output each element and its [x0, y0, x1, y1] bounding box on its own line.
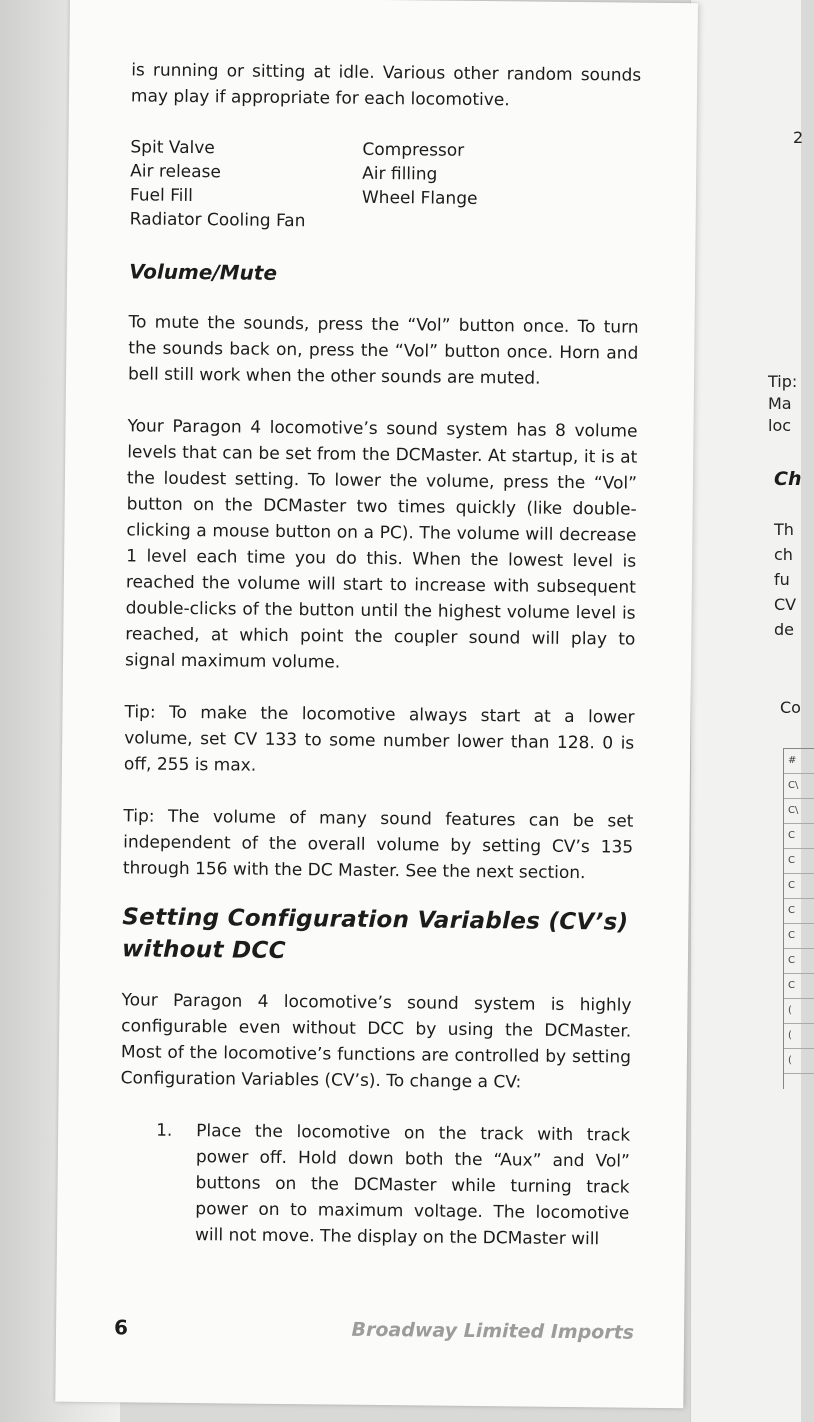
page-content — [119, 57, 641, 1252]
sound-item: Compressor — [362, 139, 465, 161]
table-cell: C — [784, 899, 814, 924]
table-cell: C — [784, 824, 814, 849]
table-cell: C — [784, 874, 814, 899]
table-cell: C\ — [784, 774, 814, 799]
table-cell: C — [784, 849, 814, 874]
right-page-heading: Ch — [774, 468, 802, 490]
sound-item: Air filling — [362, 163, 438, 185]
table-cell: C — [784, 949, 814, 974]
right-page-tip-line: loc — [768, 416, 792, 435]
table-cell: # — [784, 749, 814, 774]
sound-item: Spit Valve — [130, 137, 215, 159]
intro-paragraph: is running or sitting at idle. Various other random sounds may play if appropriate for each locomotive. — [130, 60, 642, 111]
right-page-body-line: fu — [774, 570, 790, 589]
page-footer — [114, 1315, 634, 1344]
steps-list — [119, 1117, 630, 1252]
right-page-co: Co — [780, 698, 801, 717]
volume-heading: Volume/Mute — [129, 259, 278, 285]
right-page-body-line: ch — [774, 545, 793, 564]
table-cell: C\ — [784, 799, 814, 824]
sound-item: Air release — [130, 161, 222, 183]
sound-item: Wheel Flange — [361, 187, 478, 209]
sound-item — [362, 210, 640, 237]
cv-paragraph: Your Paragon 4 locomotive’s sound system is highly configurable even without DCC by using the DCMaster. Most of the locomotive’s functions are controlled by setting Configuration Variables (CV’s). To change a CV: — [120, 990, 632, 1093]
page-number: 6 — [113, 1315, 129, 1340]
step-number: 1. — [156, 1120, 173, 1141]
cv-heading: Setting Configuration Variables (CV’s) without DCC — [121, 904, 629, 965]
right-page-tip-line: Ma — [768, 394, 792, 413]
right-page-tip-line: Tip: — [768, 372, 798, 391]
brand-name: Broadway Limited Imports — [351, 1318, 635, 1344]
volume-paragraph-2: Your Paragon 4 locomotive’s sound system has 8 volume levels that can be set from the DCMaster. At startup, it is at the loudest setting. To lower the volume, press the “Vol” button on the DCMaster two times quickly (like double-clicking a mouse button on a PC). The volume will decrease 1 level each time you do this. When the lowest level is reached the volume will start to increase with subsequent double-clicks of the button until the highest volume level is reached, at which point the coupler sound will play to signal maximum volume. — [124, 416, 638, 673]
sound-item: Fuel Fill — [129, 185, 193, 207]
sound-item: Radiator Cooling Fan — [129, 209, 306, 232]
right-page-top-char: 2 — [793, 128, 804, 147]
tip-paragraph-2: Tip: The volume of many sound features can be set independent of the overall volume by setting CV’s 135 through 156 with the DC Master. See the next section. — [122, 806, 634, 884]
table-cell: C — [784, 974, 814, 999]
table-cell: ( — [784, 999, 814, 1024]
volume-paragraph-1: To mute the sounds, press the “Vol” button once. To turn the sounds back on, press the “Vol” button once. Horn and bell still work when the other sounds are muted. — [127, 312, 639, 389]
step-text: Place the locomotive on the track with track power off. Hold down both the “Aux” and Vol” buttons on the DCMaster while turning track power on to maximum voltage. The locomotive will not move. The display on the DCMaster will — [194, 1121, 631, 1250]
table-cell: ( — [784, 1024, 814, 1049]
table-cell: C — [784, 924, 814, 949]
manual-page — [55, 0, 698, 1408]
tip-paragraph-1: Tip: To make the locomotive always start at a lower volume, set CV 133 to some number lower than 128. 0 is off, 255 is max. — [123, 702, 635, 776]
sound-list — [130, 135, 641, 236]
right-page-body-line: Th — [774, 520, 794, 539]
table-cell: ( — [784, 1049, 814, 1074]
right-page-table-fragment — [783, 748, 814, 1089]
list-item — [119, 1117, 630, 1252]
right-page-body-line: CV — [774, 595, 797, 614]
right-page-body-line: de — [774, 620, 794, 639]
